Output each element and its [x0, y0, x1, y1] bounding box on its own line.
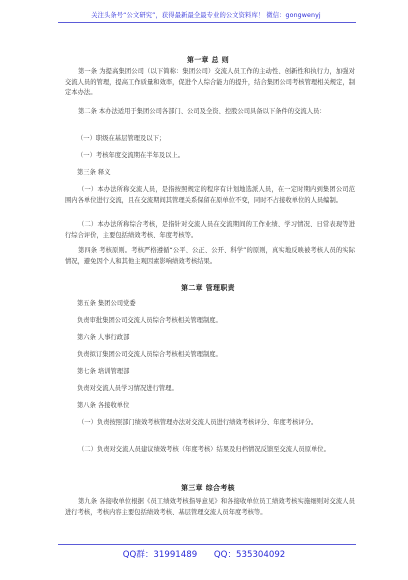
article-1-paragraph: 第一条 为提高集团公司（以下简称：集团公司）交流人员工作的主动性、创新性和执行力，加强对交流人员的管理，提高工作质量和效率，促进个人综合能力的提升，结合集团公司考核管理相关规定，制定本办法。 — [65, 68, 355, 96]
article-4-paragraph: 第四条 考核原则。考核严格遵循“公平、公正、公开、科学”的原则，真实地反映被考核人员的实际情况，避免因个人和其他主观因素影响绩效考核结果。 — [65, 247, 355, 265]
footer-contact — [0, 548, 408, 560]
qq-group-text: QQ群：31991489 — [122, 550, 198, 560]
article-6-heading: 第六条 人事行政部 — [77, 334, 130, 341]
article-5-body: 负责审批集团公司交流人员综合考核相关管理制度。 — [77, 317, 222, 324]
article-3-item-2: （二）本办法所称综合考核，是指针对交流人员在交流期间的工作业绩、学习情况、日常表现等进行综合评价，主要包括绩效考核、年度考核等。 — [65, 221, 355, 239]
chapter-heading-1: 第一章 总 则 — [186, 56, 230, 64]
article-7-heading: 第七条 培训管理部 — [77, 368, 130, 375]
article-8-item-1: （一）负责按照部门绩效考核管理办法对交流人员进行绩效考核评分、年度考核评分。 — [78, 419, 318, 426]
article-2-paragraph: 第二条 本办法适用于集团公司各部门、公司及全资、控股公司具备以下条件的交流人员： — [78, 108, 326, 115]
qq-number-text: QQ：535304092 — [213, 550, 286, 560]
article-3-heading: 第三条 释义 — [77, 169, 111, 176]
article-9-paragraph: 第九条 各接收单位根据《员工绩效考核指导意见》和各接收单位员工绩效考核实施细则对交流人员进行考核，考核内容主要包括绩效考核、基层管理交流人员年度考核等。 — [65, 498, 355, 516]
footer-divider — [58, 544, 356, 545]
article-7-body: 负责对交流人员学习情况进行管理。 — [77, 385, 178, 392]
article-5-heading: 第五条 集团公司党委 — [77, 300, 136, 307]
article-8-item-2: （二）负责对交流人员建议绩效考核（年度考核）结果及归档情况反馈至交流人员原单位。 — [78, 446, 330, 453]
header-divider — [58, 22, 356, 23]
article-3-item-1: （一）本办法所称交流人员，是指按照规定的程序有计划地选派人员，在一定时期内到集团公司范围内各单位进行交流，且在交流期间其管理关系保留在原单位不变，同时不占接收单位的人员编制。 — [65, 186, 355, 204]
header-banner: 关注头条号“公文研究”，获得最新最全最专业的公文资料库！ 微信：gongwenyj — [91, 12, 321, 19]
chapter-heading-3: 第三章 综合考核 — [181, 484, 235, 492]
chapter-heading-2: 第二章 管理职责 — [181, 284, 235, 292]
article-6-body: 负责拟订集团公司交流人员综合考核相关管理制度。 — [77, 351, 222, 358]
article-2-item-1: （一）职级在基层管理及以下； — [77, 135, 166, 142]
article-2-item-2: （一）考核年度交流期在半年及以上。 — [77, 152, 185, 159]
article-8-heading: 第八条 各接收单位 — [77, 402, 130, 409]
